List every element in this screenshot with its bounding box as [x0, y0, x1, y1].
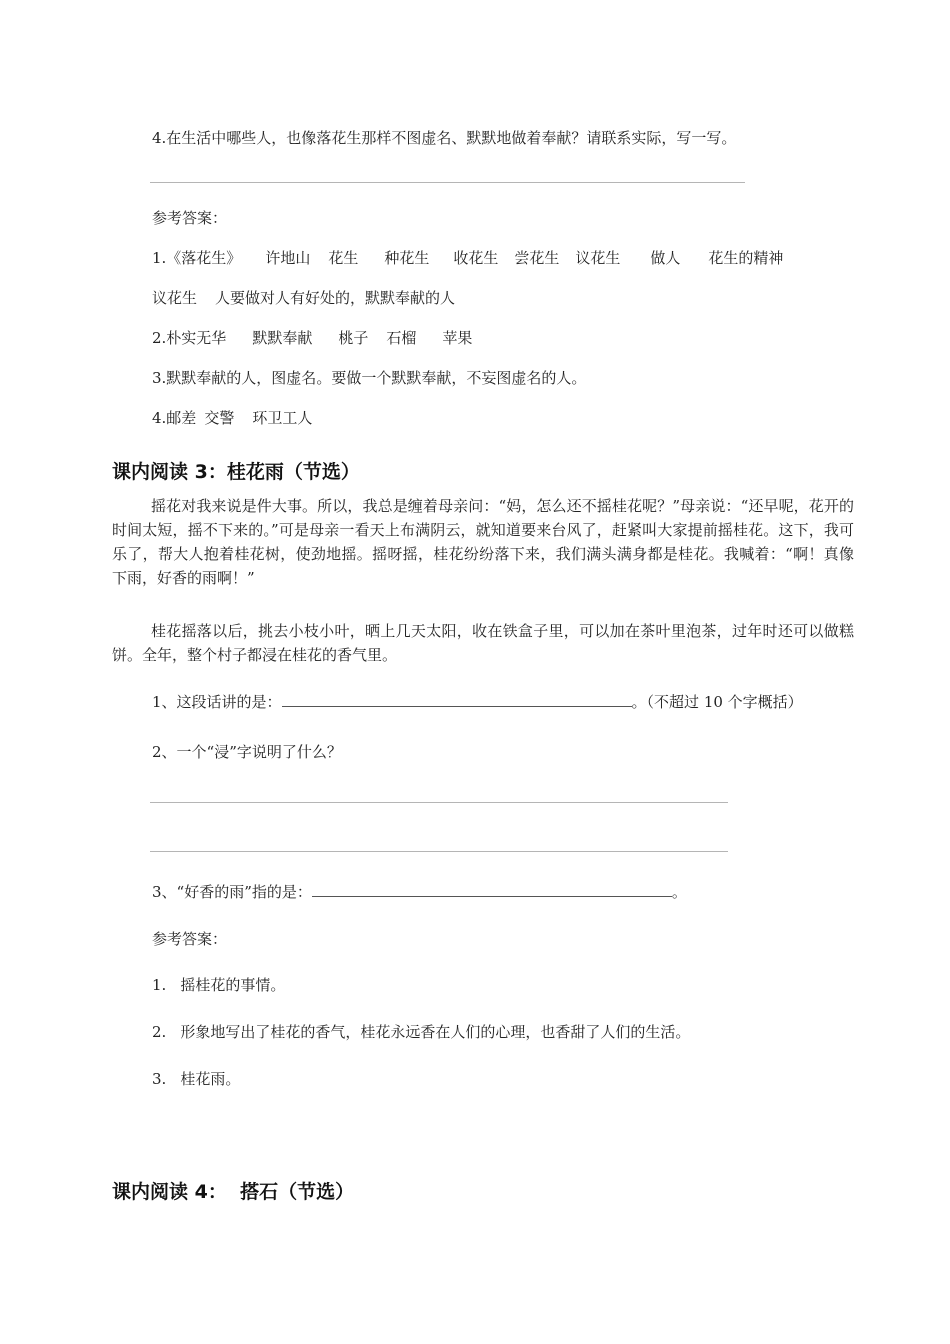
question-3-prefix: 3、“好香的雨”指的是： [152, 883, 312, 901]
answer-4-item: 交警 [204, 409, 235, 427]
answer-2-item: 桃子 [338, 329, 369, 347]
answer-1-item: 许地山 [265, 249, 311, 267]
answer-1 [152, 248, 783, 268]
answer-2-item: 石榴 [386, 329, 417, 347]
answer-1-item: 花生的精神 [708, 249, 784, 267]
question-1-suffix: 。（不超过 10 个字概括） [631, 693, 803, 711]
question-1-prefix: 1、这段话讲的是： [152, 693, 282, 711]
answer-item [152, 975, 285, 995]
answer-line [150, 182, 745, 183]
answer-1-item: 议花生 [575, 249, 621, 267]
answer-line [150, 802, 728, 803]
question-3-suffix: 。 [671, 883, 687, 901]
answer-4 [152, 408, 312, 428]
answer-3: 3.默默奉献的人，图虚名。要做一个默默奉献，不妄图虚名的人。 [152, 369, 587, 387]
answer-4-item: 环卫工人 [252, 409, 313, 427]
answer-1-item: 尝花生 [514, 249, 560, 267]
answer-text: 形象地写出了桂花的香气，桂花永远香在人们的心理，也香甜了人们的生活。 [180, 1023, 691, 1041]
answer-blank[interactable] [312, 882, 672, 897]
answer-number: 2. [152, 1023, 167, 1041]
answer-2-item: 2.朴实无华 [152, 329, 227, 347]
question-2: 2、一个“浸”字说明了什么？ [152, 743, 342, 761]
section-3-title: 课内阅读 3：桂花雨（节选） [112, 461, 360, 483]
answer-label: 参考答案： [152, 209, 228, 227]
answer-line [150, 851, 728, 852]
answer-blank[interactable] [282, 692, 632, 707]
answer-1-cont-item: 议花生 [152, 289, 198, 307]
section-4-title: 课内阅读 4： 搭石（节选） [112, 1181, 355, 1203]
answer-text: 摇桂花的事情。 [180, 976, 286, 994]
answer-item [152, 1022, 690, 1042]
answer-1-cont-item: 人要做对人有好处的，默默奉献的人 [215, 289, 456, 307]
answer-2-item: 苹果 [442, 329, 473, 347]
answer-1-cont [152, 288, 455, 308]
passage-paragraph-1: 摇花对我来说是件大事。所以，我总是缠着母亲问：“妈，怎么还不摇桂花呢？”母亲说：“还早呢，花开的时间太短，摇不下来的。”可是母亲一看天上布满阴云，就知道要来台风了，赶紧叫大家提前摇桂花。这下，我可乐了，帮大人抱着桂花树，使劲地摇。摇呀摇，桂花纷纷落下来，我们满头满身都是桂花。我喊着：“啊！真像下雨，好香的雨啊！” [112, 497, 854, 587]
answer-2 [152, 328, 472, 348]
answer-number: 1. [152, 976, 167, 994]
answer-1-item: 1.《落花生》 [152, 249, 242, 267]
answer-number: 3. [152, 1070, 167, 1088]
answer-1-item: 做人 [650, 249, 681, 267]
answer-2-item: 默默奉献 [252, 329, 313, 347]
answer-item [152, 1069, 240, 1089]
question-1 [152, 692, 803, 712]
answer-4-item: 4.邮差 [152, 409, 197, 427]
passage-paragraph-2: 桂花摇落以后，挑去小枝小叶，晒上几天太阳，收在铁盒子里，可以加在茶叶里泡茶，过年时还可以做糕饼。全年，整个村子都浸在桂花的香气里。 [112, 622, 854, 664]
answer-1-item: 花生 [328, 249, 359, 267]
answer-1-item: 种花生 [384, 249, 430, 267]
question-3 [152, 882, 687, 902]
answer-label: 参考答案： [152, 930, 228, 948]
answer-1-item: 收花生 [453, 249, 499, 267]
question-4: 4.在生活中哪些人，也像落花生那样不图虚名、默默地做着奉献？请联系实际，写一写。 [152, 129, 737, 147]
answer-text: 桂花雨。 [180, 1070, 241, 1088]
